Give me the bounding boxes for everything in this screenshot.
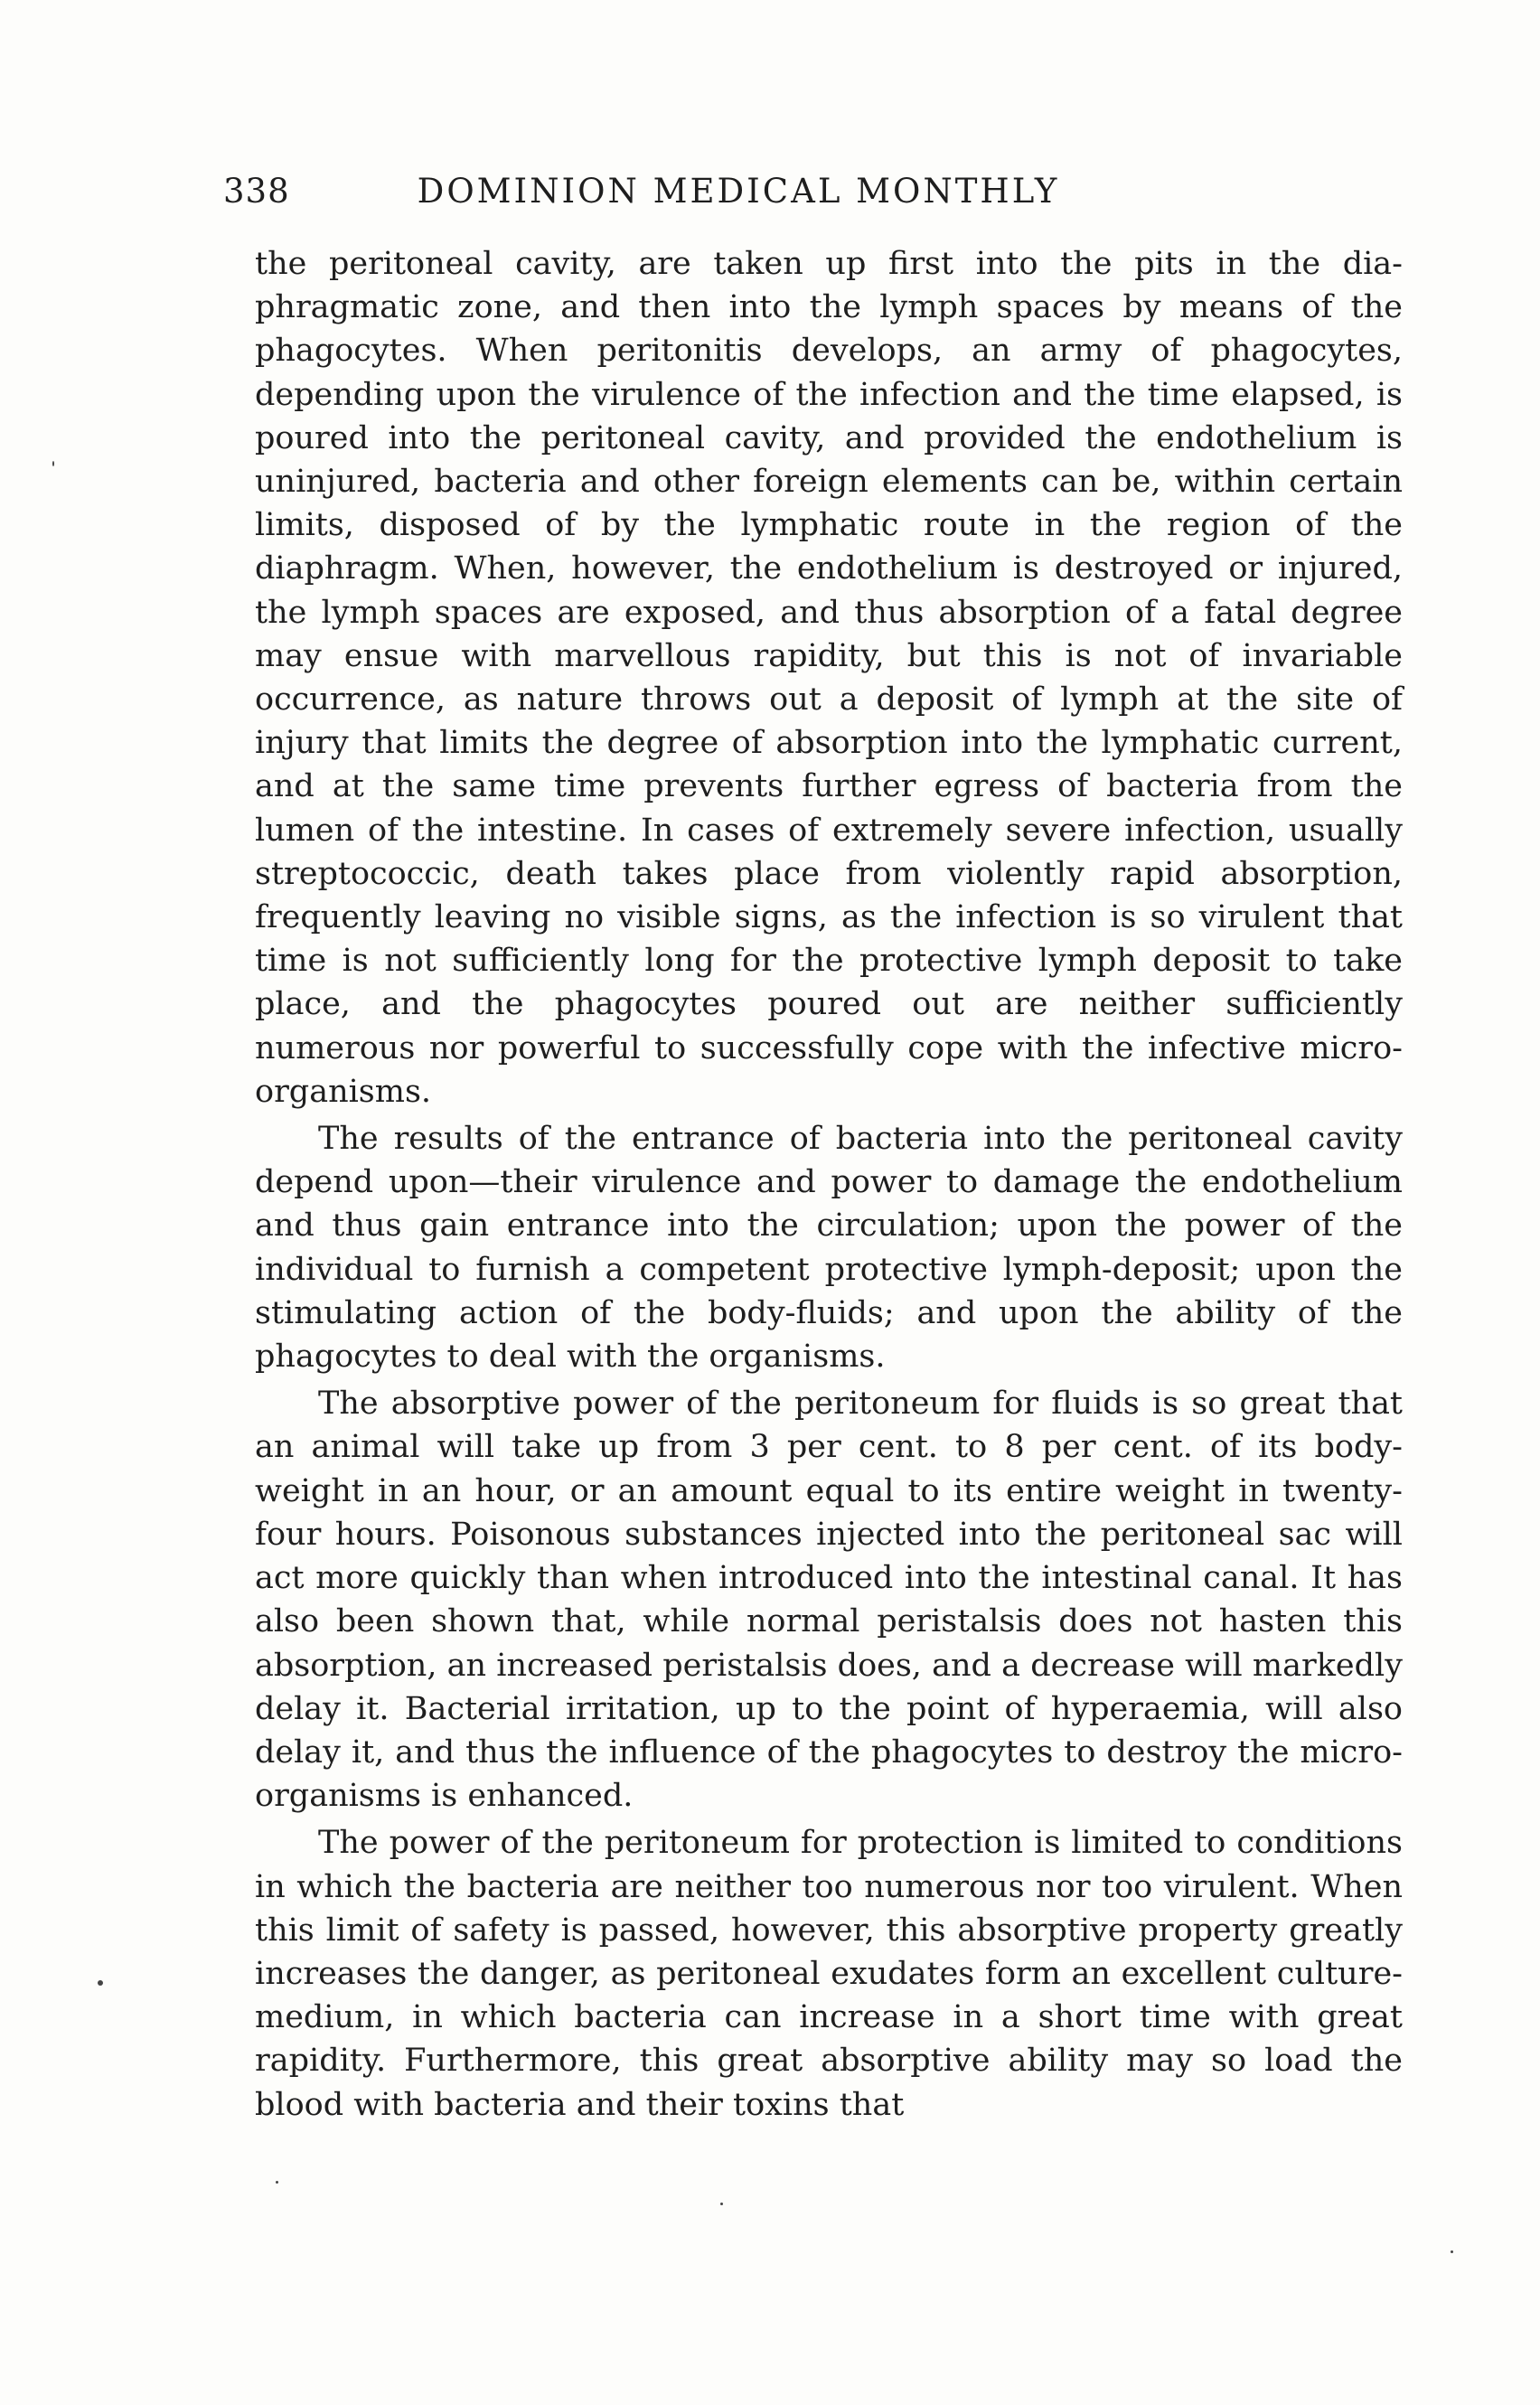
paragraph-1: the peritoneal cavity, are taken up first into the pits in the diaphragmatic zone, and then into the lymph spaces by means of the phagocytes. When peritonitis develops, an army of phagocytes, depending upon the virulence of the infection and the time elapsed, is poured into the peritoneal cavity, and provided the endothelium is uninjured, bacteria and other foreign elements can be, within certain limits, disposed of by the lymphatic route in the region of the diaphragm. When, however, the endothelium is destroyed or injured, the lymph spaces are exposed, and thus absorption of a fatal degree may ensue with marvellous rapidity, but this is not of invariable occurrence, as nature throws out a deposit of lymph at the site of injury that limits the degree of absorption into the lymphatic current, and at the same time prevents further egress of bacteria from the lumen of the intestine. In cases of extremely severe infection, usually streptococcic, death takes place from violently rapid absorption, frequently leaving no visible signs, as the infection is so virulent that time is not sufficiently long for the protective lymph deposit to take place, and the phagocytes poured out are neither sufficiently numerous nor powerful to successfully cope with the infective micro-organisms. [255,246,1403,1110]
scan-speck [98,1980,103,1986]
scan-speck [720,2203,723,2205]
running-head [223,172,1154,226]
journal-title: DOMINION MEDICAL MONTHLY [417,172,1060,211]
body-text [255,242,1403,2127]
scan-speck [1451,2250,1453,2253]
scan-speck [52,461,54,466]
paragraph-3: The absorptive power of the peritoneum for fluids is so great that an animal will take up from 3 per cent. to 8 per cent. of its body-weight in an hour, or an amount equal to its entire weight in twenty-four hours. Poisonous substances injected into the peritoneal sac will act more quickly than when introduced into the intestinal canal. It has also been shown that, while normal peristalsis does not hasten this absorption, an increased peristalsis does, and a decrease will markedly delay it. Bacterial irritation, up to the point of hyperaemia, will also delay it, and thus the influence of the phagocytes to destroy the micro-organisms is enhanced. [255,1386,1403,1815]
page-number: 338 [223,172,290,211]
scan-speck [276,2181,278,2184]
paragraph-2: The results of the entrance of bacteria into the peritoneal cavity depend upon—their virulence and power to damage the endothelium and thus gain entrance into the circulation; upon the power of the individual to furnish a competent protective lymph-deposit; upon the stimulating action of the body-fluids; and upon the ability of the phagocytes to deal with the organisms. [255,1121,1403,1376]
paragraph-4: The power of the peritoneum for protection is limited to conditions in which the bacteria are neither too numerous nor too virulent. When this limit of safety is passed, however, this absorptive property greatly increases the danger, as peritoneal exudates form an excellent culture-medium, in which bacteria can increase in a short time with great rapidity. Furthermore, this great absorptive ability may so load the blood with bacteria and their toxins that [255,1825,1403,2123]
